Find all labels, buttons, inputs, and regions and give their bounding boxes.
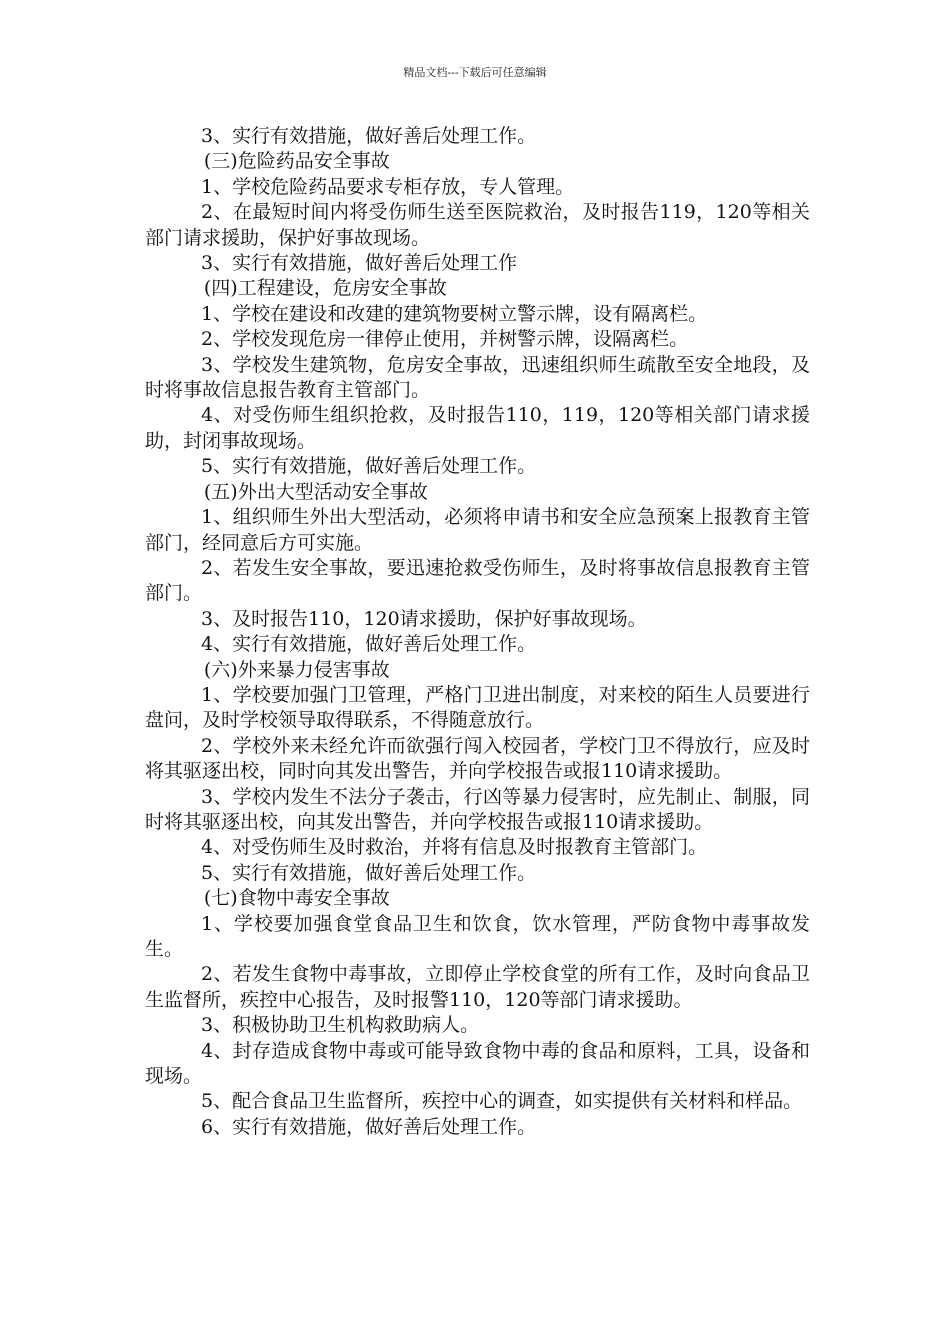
- paragraph: 3、学校内发生不法分子袭击，行凶等暴力侵害时，应先制止、制服，同时将其驱逐出校，向其发出警告，并向学校报告或报110请求援助。: [145, 785, 810, 833]
- paragraph: 5、实行有效措施，做好善后处理工作。: [201, 861, 537, 884]
- paragraph: 2、在最短时间内将受伤师生送至医院救治，及时报告119，120等相关部门请求援助，保护好事故现场。: [145, 201, 810, 249]
- section-heading: (三)危险药品安全事故: [203, 150, 390, 173]
- paragraph: 4、对受伤师生及时救治，并将有信息及时报教育主管部门。: [201, 836, 708, 859]
- paragraph: 3、实行有效措施，做好善后处理工作。: [201, 125, 537, 147]
- paragraph: 1、学校要加强门卫管理，严格门卫进出制度，对来校的陌生人员要进行盘问，及时学校领导取得联系，不得随意放行。: [145, 683, 810, 732]
- paragraph: 2、若发生安全事故，要迅速抢救受伤师生，及时将事故信息报教育主管部门。: [145, 556, 810, 605]
- paragraph: 3、学校发生建筑物，危房安全事故，迅速组织师生疏散至安全地段，及时将事故信息报告教育主管部门。: [145, 353, 810, 402]
- paragraph: 3、积极协助卫生机构救助病人。: [201, 1014, 480, 1037]
- section-heading: (六)外来暴力侵害事故: [203, 658, 390, 681]
- paragraph: 5、实行有效措施，做好善后处理工作。: [201, 455, 537, 478]
- paragraph: 2、学校发现危房一律停止使用，并树警示牌，设隔离栏。: [201, 328, 689, 351]
- paragraph: 4、实行有效措施，做好善后处理工作。: [201, 633, 537, 656]
- paragraph: 1、学校要加强食堂食品卫生和饮食，饮水管理，严防食物中毒事故发生。: [145, 912, 810, 960]
- paragraph: 1、学校在建设和改建的建筑物要树立警示牌，设有隔离栏。: [201, 302, 708, 325]
- paragraph: 3、及时报告110，120请求援助，保护好事故现场。: [201, 607, 647, 630]
- paragraph: 4、封存造成食物中毒或可能导致食物中毒的食品和原料，工具，设备和现场。: [145, 1039, 810, 1088]
- section-heading: (七)食物中毒安全事故: [203, 887, 390, 910]
- paragraph: 3、实行有效措施，做好善后处理工作: [201, 252, 518, 275]
- paragraph: 2、学校外来未经允许而欲强行闯入校园者，学校门卫不得放行，应及时将其驱逐出校，同时向其发出警告，并向学校报告或报110请求援助。: [145, 734, 810, 783]
- paragraph: 2、若发生食物中毒事故，立即停止学校食堂的所有工作，及时向食品卫生监督所，疾控中心报告，及时报警110，120等部门请求援助。: [145, 963, 810, 1011]
- section-heading: (五)外出大型活动安全事故: [203, 480, 428, 503]
- paragraph: 5、配合食品卫生监督所，疾控中心的调查，如实提供有关材料和样品。: [201, 1090, 803, 1113]
- document-body: [145, 124, 810, 1140]
- paragraph: 6、实行有效措施，做好善后处理工作。: [201, 1115, 537, 1138]
- paragraph: 4、对受伤师生组织抢救，及时报告110，119，120等相关部门请求援助，封闭事故现场。: [145, 404, 810, 452]
- section-heading: (四)工程建设，危房安全事故: [203, 277, 447, 300]
- paragraph: 1、学校危险药品要求专柜存放，专人管理。: [201, 175, 575, 198]
- page-header: 精品文档---下载后可任意编辑: [403, 66, 547, 79]
- paragraph: 1、组织师生外出大型活动，必须将申请书和安全应急预案上报教育主管部门，经同意后方可实施。: [145, 506, 810, 554]
